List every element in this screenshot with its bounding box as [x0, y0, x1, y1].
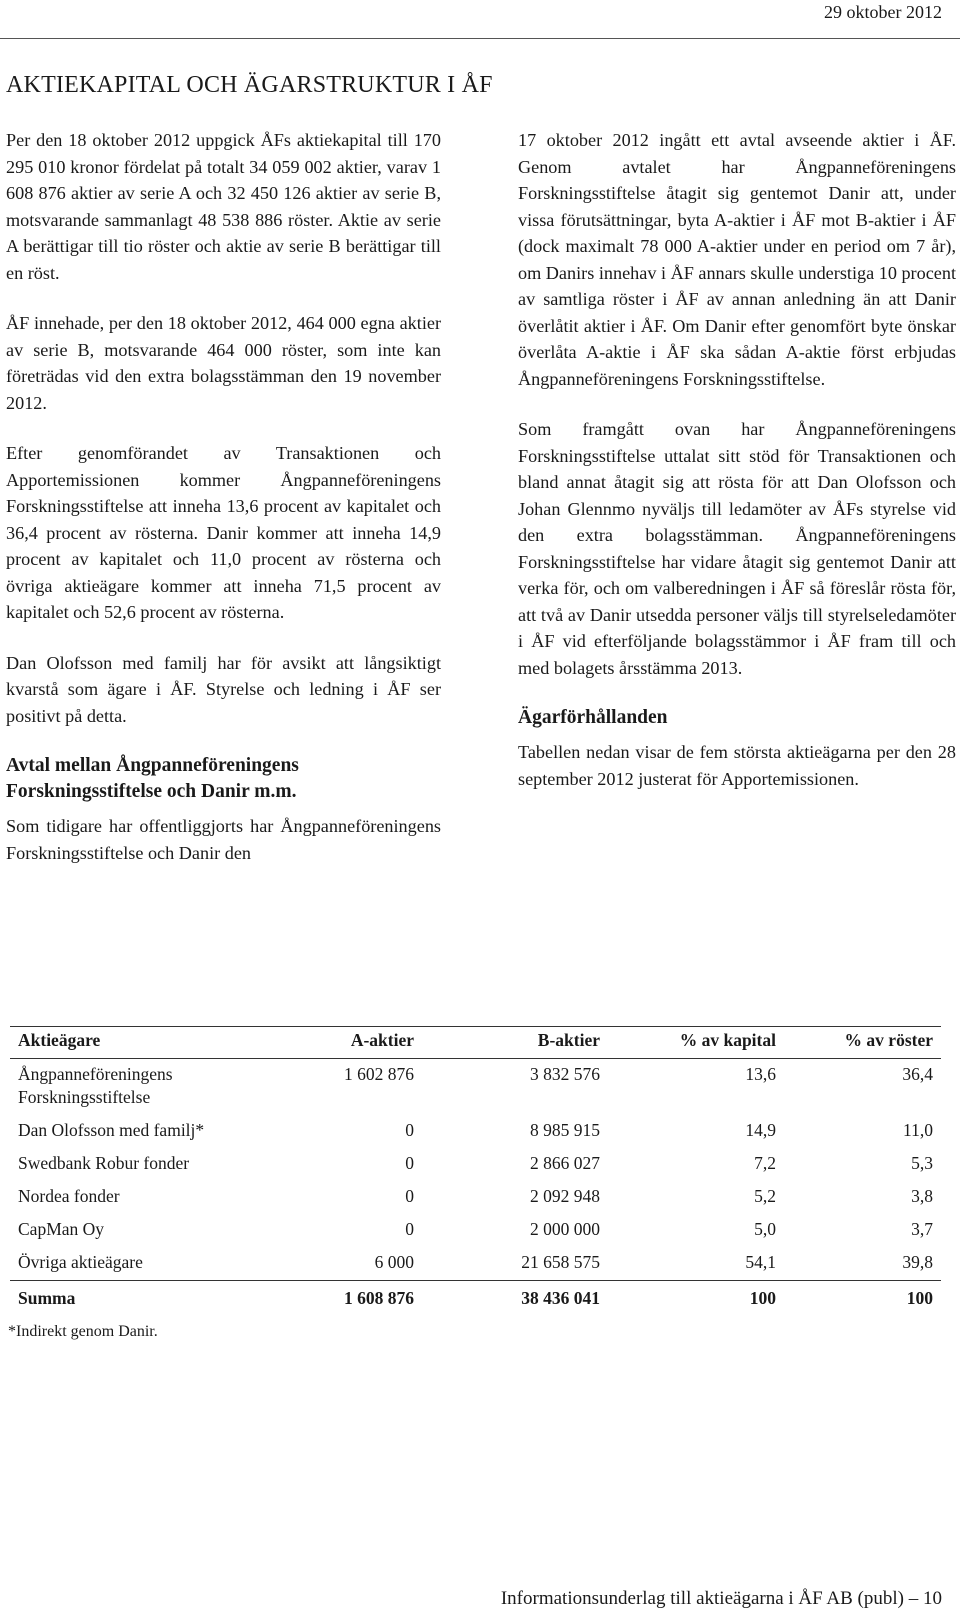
- paragraph-support: Som framgått ovan har Ångpanneföreningens Forskningsstiftelse uttalat sitt stöd för Transaktionen och bland annat åtagit sig att rösta för att Dan Olofsson och Johan Glennmo nyväljs till ledamöter av ÅFs styrelse vid den extra bolagsstämman. Ångpanneföreningens Forskningsstiftelse har vidare åtagit sig gentemot Danir att verka för, och om valberedningen i ÅF så föreslår rösta för, att två av Danir utsedda personer väljs till styrelseledamöter i ÅF vid efterföljande bolagsstämmor i ÅF fram till och med bolagets årsstämma 2013.: [518, 419, 956, 678]
- header-votes-percent: % av röster: [784, 1027, 941, 1059]
- cell-votes-percent: 39,8: [902, 1252, 933, 1272]
- cell-a-shares: 0: [405, 1153, 414, 1173]
- agreement-intro: Som tidigare har offentliggjorts har Ångpanneföreningens Forskningsstiftelse och Danir den: [6, 816, 441, 863]
- sum-votes-percent: 100: [784, 1281, 941, 1317]
- table-row: [10, 1148, 941, 1181]
- cell-capital-percent: 13,6: [745, 1064, 776, 1084]
- page-title: AKTIEKAPITAL OCH ÄGARSTRUKTUR I ÅF: [6, 72, 493, 98]
- cell-b-shares: 8 985 915: [530, 1120, 600, 1140]
- ownership-table: [10, 1026, 941, 1316]
- ownership-table-wrapper: [10, 1026, 941, 1316]
- ownership-intro: Tabellen nedan visar de fem största aktieägarna per den 28 september 2012 justerat för Apportemissionen.: [518, 742, 956, 789]
- sum-a-shares: 1 608 876: [296, 1281, 422, 1317]
- cell-capital-percent: 5,2: [754, 1186, 776, 1206]
- paragraph-share-capital: Per den 18 oktober 2012 uppgick ÅFs aktiekapital till 170 295 010 kronor fördelat på totalt 34 059 002 aktier, varav 1 608 876 aktier av serie A och 32 450 126 aktier av serie B, motsvarande sammanlagt 48 538 886 röster. Aktie av serie A berättigar till tio röster och aktie av serie B berättigar till en röst.: [6, 130, 441, 283]
- right-column: [518, 127, 956, 816]
- header-shareholder: Aktieägare: [10, 1027, 296, 1059]
- cell-capital-percent: 7,2: [754, 1153, 776, 1173]
- paragraph-own-shares: ÅF innehade, per den 18 oktober 2012, 464 000 egna aktier av serie B, motsvarande 464 000 röster, som inte kan företrädas vid den extra bolagsstämman den 19 november 2012.: [6, 313, 441, 413]
- cell-shareholder: Ångpanneföreningens Forskningsstiftelse: [18, 1064, 173, 1107]
- cell-shareholder: Nordea fonder: [18, 1186, 120, 1206]
- table-footnote: *Indirekt genom Danir.: [8, 1323, 158, 1340]
- table-row: [10, 1181, 941, 1214]
- left-column: [6, 127, 441, 890]
- paragraph-long-term-owner: Dan Olofsson med familj har för avsikt att långsiktigt kvarstå som ägare i ÅF. Styrelse och ledning i ÅF ser positivt på detta.: [6, 652, 441, 726]
- cell-votes-percent: 5,3: [911, 1153, 933, 1173]
- cell-capital-percent: 54,1: [745, 1252, 776, 1272]
- cell-votes-percent: 3,7: [911, 1219, 933, 1239]
- cell-capital-percent: 5,0: [754, 1219, 776, 1239]
- cell-votes-percent: 11,0: [903, 1120, 933, 1140]
- cell-b-shares: 2 866 027: [530, 1153, 600, 1173]
- header-b-shares: B-aktier: [422, 1027, 608, 1059]
- cell-b-shares: 2 092 948: [530, 1186, 600, 1206]
- ownership-heading: Ägarförhållanden: [518, 707, 668, 728]
- page-date: 29 oktober 2012: [824, 2, 942, 22]
- cell-a-shares: 0: [405, 1120, 414, 1140]
- sum-capital-percent: 100: [608, 1281, 784, 1317]
- page-footer: Informationsunderlag till aktieägarna i ÅF AB (publ) – 10: [500, 1588, 942, 1609]
- cell-b-shares: 3 832 576: [530, 1064, 600, 1084]
- cell-shareholder: CapMan Oy: [18, 1219, 105, 1239]
- agreement-continued: 17 oktober 2012 ingått ett avtal avseende aktier i ÅF. Genom avtalet har Ångpanneföreningens Forskningsstiftelse åtagit sig gentemot Danir att, under vissa förutsättningar, byta A-aktier i ÅF mot B-aktier i ÅF (dock maximalt 78 000 A-aktier under en period om 7 år), om Danirs innehav i ÅF annars skulle understiga 10 procent av samtliga röster i ÅF av annan anledning än att Danir överlåtit aktier i ÅF. Om Danir efter genomfört byte önskar överlåta A-aktie i ÅF ska sådan A-aktie först erbjudas Ångpanneföreningens Forskningsstiftelse.: [518, 130, 956, 389]
- table-row: [10, 1214, 941, 1247]
- cell-a-shares: 0: [405, 1186, 414, 1206]
- header-rule: [0, 38, 960, 39]
- cell-votes-percent: 36,4: [902, 1064, 933, 1084]
- paragraph-after-transaction: Efter genomförandet av Transaktionen och Apportemissionen kommer Ångpanneföreningens Forskningsstiftelse att inneha 13,6 procent av kapitalet och 36,4 procent av rösterna. Danir kommer att inneha 14,9 procent av kapitalet och 11,0 procent av rösterna och övriga aktieägare kommer att inneha 71,5 procent av kapitalet och 52,6 procent av rösterna.: [6, 443, 441, 622]
- agreement-heading: Avtal mellan Ångpanneföreningens Forskningsstiftelse och Danir m.m.: [6, 755, 299, 802]
- table-row: [10, 1115, 941, 1148]
- table-row: [10, 1059, 941, 1116]
- table-header-row: [10, 1027, 941, 1059]
- cell-capital-percent: 14,9: [745, 1120, 776, 1140]
- cell-a-shares: 0: [405, 1219, 414, 1239]
- header-a-shares: A-aktier: [296, 1027, 422, 1059]
- table-sum-row: [10, 1281, 941, 1317]
- cell-shareholder: Dan Olofsson med familj*: [18, 1120, 205, 1140]
- cell-a-shares: 6 000: [374, 1252, 414, 1272]
- cell-b-shares: 2 000 000: [530, 1219, 600, 1239]
- cell-b-shares: 21 658 575: [521, 1252, 600, 1272]
- cell-shareholder: Swedbank Robur fonder: [18, 1153, 190, 1173]
- cell-shareholder: Övriga aktieägare: [18, 1252, 143, 1272]
- cell-a-shares: 1 602 876: [344, 1064, 414, 1084]
- cell-votes-percent: 3,8: [911, 1186, 933, 1206]
- sum-b-shares: 38 436 041: [422, 1281, 608, 1317]
- sum-label: Summa: [10, 1281, 296, 1317]
- header-capital-percent: % av kapital: [608, 1027, 784, 1059]
- table-row: [10, 1247, 941, 1281]
